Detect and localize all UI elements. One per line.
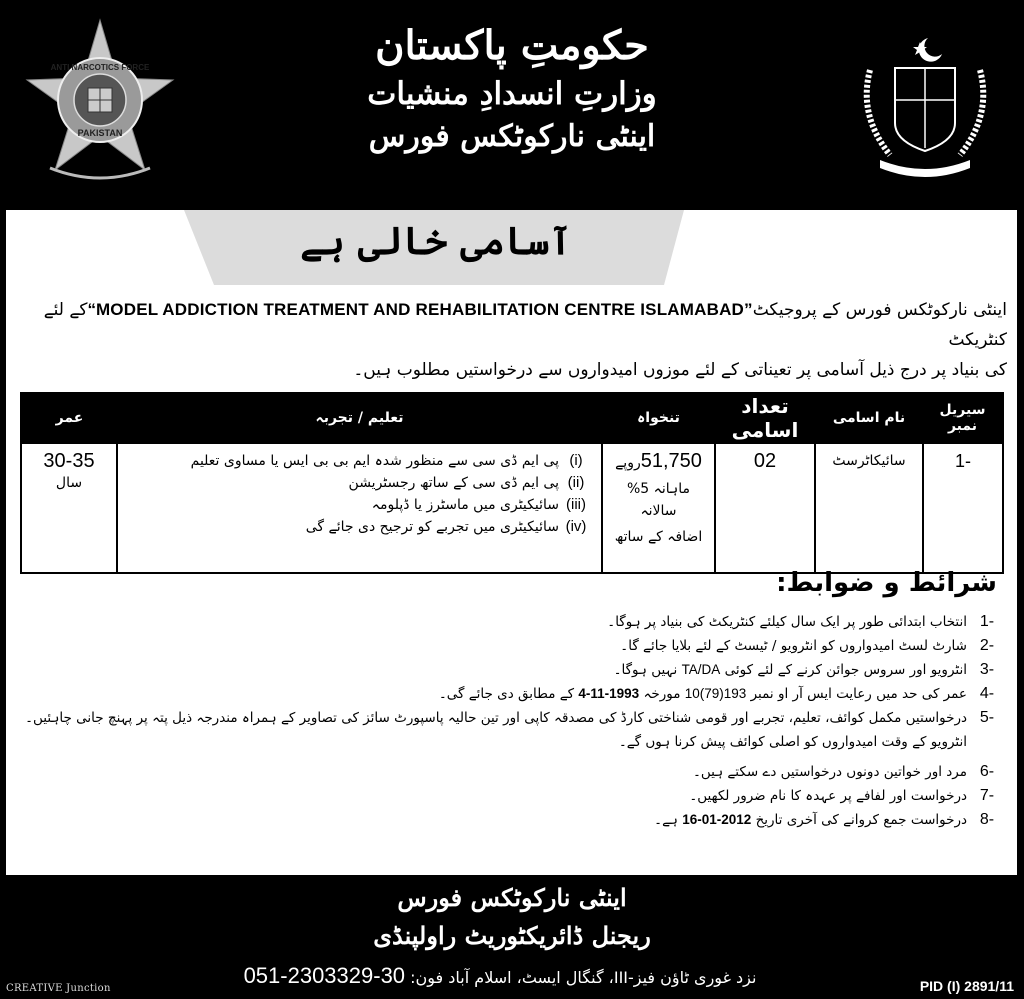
footer-address xyxy=(200,963,800,989)
intro-paragraph xyxy=(17,295,1007,385)
salary-line-2: ماہانہ 5% سالانہ xyxy=(626,481,691,519)
term-number: 1- xyxy=(979,613,995,630)
advertisement-body xyxy=(6,210,1017,875)
cell-count: 02 xyxy=(715,443,815,573)
term-item xyxy=(7,682,1007,706)
intro-text-part-2: کے لئے کنٹریکٹ xyxy=(43,300,1007,350)
education-list xyxy=(126,450,593,538)
term-number: 5- xyxy=(979,709,995,726)
table-header-row xyxy=(21,393,1003,443)
pid-number: PID (I) 2891/11 xyxy=(919,978,1014,994)
education-item xyxy=(126,450,593,472)
cell-salary xyxy=(602,443,715,573)
term-text-c: کے مطابق دی جائے گی۔ xyxy=(438,686,575,702)
age-range: 30-35 xyxy=(43,450,95,472)
term-number: 4- xyxy=(979,685,995,702)
term-item xyxy=(7,760,1007,784)
salary-line-1 xyxy=(611,450,706,474)
designer-credit: CREATIVE Junction xyxy=(6,983,111,994)
col-age: عمر xyxy=(21,393,117,443)
item-number: (iii) xyxy=(566,496,586,513)
phone-number: 051-2303329-30 xyxy=(243,963,406,988)
title-block xyxy=(250,20,774,158)
term-item xyxy=(7,658,1007,682)
salary-amount: 51,750 xyxy=(640,450,702,472)
term-text-a: عمر کی حد میں رعایت ایس آر او نمبر xyxy=(750,686,967,702)
serial-value: 1- xyxy=(954,451,971,471)
terms-list xyxy=(7,610,1007,832)
item-text: پی ایم ڈی سی کے ساتھ رجسٹریشن xyxy=(348,475,559,491)
education-item xyxy=(126,494,593,516)
term-text: مرد اور خواتین دونوں درخواستیں دے سکتے ہیں۔ xyxy=(692,764,967,780)
term-text-b: ہے۔ xyxy=(654,812,678,828)
col-count: تعداد اسامی xyxy=(715,393,815,443)
term-item xyxy=(7,610,1007,634)
term-number: 2- xyxy=(979,637,995,654)
item-text: سائیکیٹری میں تجربے کو ترجیح دی جائے گی xyxy=(305,519,559,535)
ministry-title: وزارتِ انسدادِ منشیات xyxy=(367,76,657,112)
col-salary: تنخواہ xyxy=(602,393,715,443)
item-text: سائیکیٹری میں ماسٹرز یا ڈپلومہ xyxy=(371,497,559,513)
term-text-b: مورخہ xyxy=(643,686,681,702)
term-item xyxy=(7,706,1007,754)
svg-text:PAKISTAN: PAKISTAN xyxy=(77,128,123,138)
term-number: 8- xyxy=(979,811,995,828)
item-text: پی ایم ڈی سی سے منظور شدہ ایم بی بی ایس یا مساوی تعلیم xyxy=(190,453,559,469)
sro-date: 4-11-1993 xyxy=(578,686,640,701)
term-text xyxy=(7,808,967,832)
term-text-b: نہیں ہوگا۔ xyxy=(613,662,678,678)
education-item xyxy=(126,516,593,538)
intro-line-1 xyxy=(17,295,1007,355)
vacancy-table xyxy=(20,392,1004,574)
salary-line-3: اضافہ کے ساتھ xyxy=(614,529,703,545)
intro-text-part-1: اینٹی نارکوٹکس فورس کے پروجیکٹ xyxy=(752,300,1007,320)
term-item xyxy=(7,808,1007,832)
project-name: “MODEL ADDICTION TREATMENT AND REHABILITATION CENTRE ISLAMABAD” xyxy=(87,300,753,319)
term-ta-da: TA/DA xyxy=(681,662,721,677)
table-row xyxy=(21,443,1003,573)
term-text: انتخاب ابتدائی طور پر ایک سال کیلئے کنٹریکٹ کی بنیاد پر ہوگا۔ xyxy=(607,614,967,630)
salary-unit: روپے xyxy=(615,455,641,471)
pakistan-state-emblem-icon xyxy=(850,30,1000,180)
last-date: 16-01-2012 xyxy=(682,812,752,827)
term-text-a: درخواست جمع کروانے کی آخری تاریخ xyxy=(755,812,967,828)
item-number: (iv) xyxy=(565,518,587,535)
term-number: 3- xyxy=(979,661,995,678)
item-number: (ii) xyxy=(567,474,585,491)
cell-education xyxy=(117,443,602,573)
term-text xyxy=(7,682,967,706)
term-text: درخواستیں مکمل کوائف، تعلیم، تجربے اور قومی شناختی کارڈ کی مصدقہ کاپی اور تین حالیہ پاسپورٹ سائز کی تصاویر کے ہمراہ مندرجہ ذیل پتہ پر پہنچ جانی چاہئیں۔ انٹرویو کے وقت امیدواروں کو اصلی کوائف پیش کرنا ہوں گے۔ xyxy=(25,710,967,750)
col-serial: سیریل نمبر xyxy=(923,393,1003,443)
term-number: 7- xyxy=(979,787,995,804)
svg-text:ANTI NARCOTICS FORCE: ANTI NARCOTICS FORCE xyxy=(50,63,150,72)
anti-narcotics-force-badge-icon xyxy=(25,18,175,183)
footer-org: اینٹی نارکوٹکس فورس xyxy=(397,883,627,912)
intro-line-2: کی بنیاد پر درج ذیل آسامی پر تعیناتی کے لئے موزوں امیدواروں سے درخواستیں مطلوب ہیں۔ xyxy=(353,360,1007,380)
cell-age xyxy=(21,443,117,573)
term-text: شارٹ لسٹ امیدواروں کو انٹرویو / ٹیسٹ کے لئے بلایا جائے گا۔ xyxy=(620,638,967,654)
term-item xyxy=(7,634,1007,658)
vacancy-banner-title: آسامی خالی ہے xyxy=(300,218,572,263)
col-post-name: نام اسامی xyxy=(815,393,923,443)
cell-serial xyxy=(923,443,1003,573)
col-education: تعلیم / تجربہ xyxy=(117,393,602,443)
force-title: اینٹی نارکوٹکس فورس xyxy=(368,119,656,154)
sro-reference: 10(79)193 xyxy=(684,686,747,701)
footer-directorate: ریجنل ڈائریکٹوریٹ راولپنڈی xyxy=(373,921,651,950)
term-text xyxy=(7,658,967,682)
govt-title: حکومتِ پاکستان xyxy=(375,22,649,69)
cell-post-name: سائیکاٹرسٹ xyxy=(815,443,923,573)
terms-title: شرائط و ضوابط: xyxy=(776,568,997,598)
footer xyxy=(0,875,1024,999)
item-number: (i) xyxy=(569,452,583,469)
term-number: 6- xyxy=(979,763,995,780)
term-item xyxy=(7,784,1007,808)
phone-label: فون: xyxy=(410,968,444,987)
header xyxy=(0,0,1024,210)
term-text: درخواست اور لفافے پر عہدہ کا نام ضرور لکھیں۔ xyxy=(689,788,967,804)
education-item xyxy=(126,472,593,494)
term-text-a: انٹرویو اور سروس جوائن کرنے کے لئے کوئی xyxy=(724,662,967,678)
address-text: نزد غوری ٹاؤن فیز-III، گنگال ایسٹ، اسلام آباد xyxy=(448,968,757,987)
age-unit: سال xyxy=(55,475,83,491)
